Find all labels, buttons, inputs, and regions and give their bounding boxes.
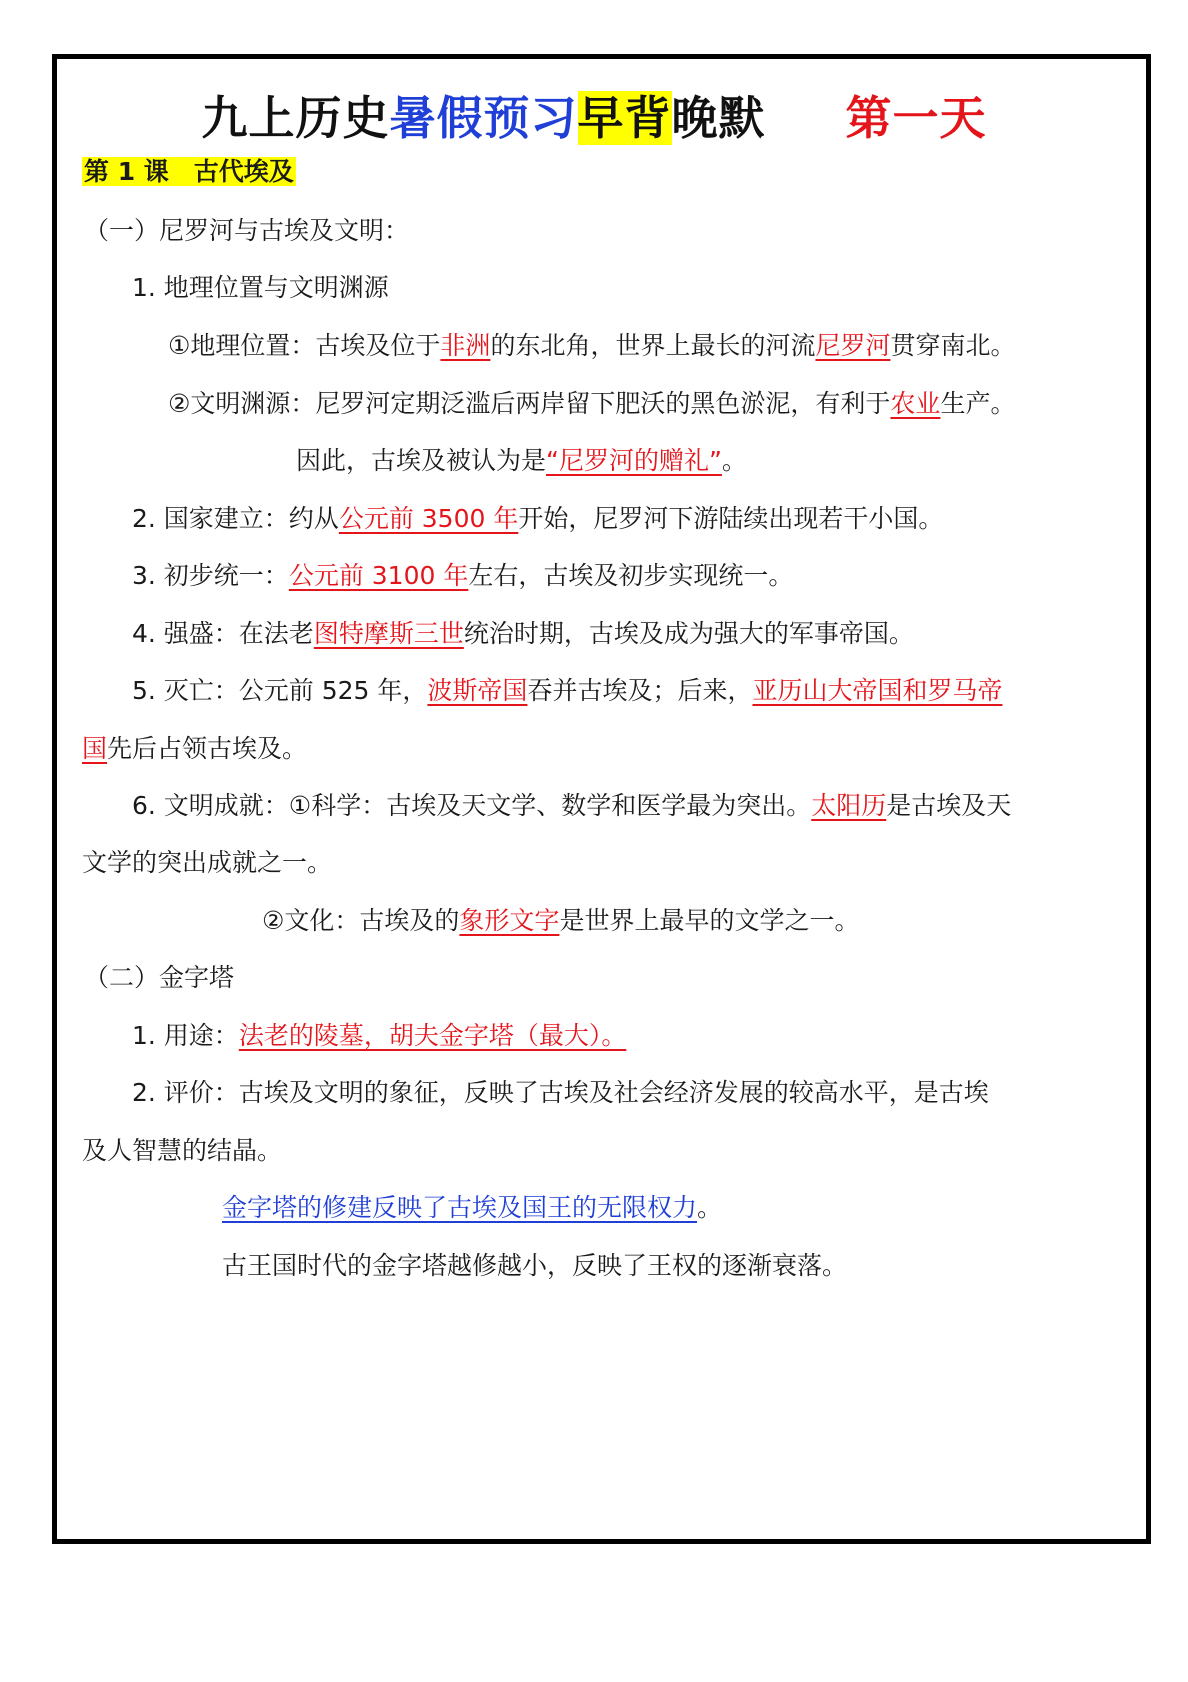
pyramid-use-text-a: 1. 用途： xyxy=(132,1021,239,1050)
gift-answer: “尼罗河的赠礼” xyxy=(546,446,722,475)
item2-text-a: 2. 国家建立：约从 xyxy=(132,504,339,533)
item2-answer-date: 公元前 3500 年 xyxy=(338,504,519,533)
item4-line xyxy=(132,614,914,654)
item6-line xyxy=(132,786,1011,826)
item4-text-c: 统治时期，古埃及成为强大的军事帝国。 xyxy=(463,619,914,648)
culture-text-a: ②文化：古埃及的 xyxy=(262,906,460,935)
title-day: 第一天 xyxy=(845,91,987,145)
pyramid-eval-line-cont: 及人智慧的结晶。 xyxy=(82,1136,283,1165)
culture-text-c: 是世界上最早的文学之一。 xyxy=(559,906,860,935)
origin-text-c: 生产。 xyxy=(940,389,1016,418)
pyramid-note-power xyxy=(222,1188,722,1228)
pyramid-note-power-period: 。 xyxy=(697,1193,723,1222)
item5-line xyxy=(132,671,1002,711)
item3-text-c: 左右，古埃及初步实现统一。 xyxy=(468,561,794,590)
geo-text-c: 的东北角，世界上最长的河流 xyxy=(490,331,816,360)
geo-answer-nile: 尼罗河 xyxy=(815,331,891,360)
geo-answer-africa: 非洲 xyxy=(440,331,491,360)
item6-answer-calendar: 太阳历 xyxy=(811,791,887,820)
origin-answer-agriculture: 农业 xyxy=(890,389,941,418)
pyramid-note-decline: 古王国时代的金字塔越修越小，反映了王权的逐渐衰落。 xyxy=(222,1251,848,1280)
gift-line xyxy=(296,441,747,481)
section1-heading: （一）尼罗河与古埃及文明： xyxy=(84,216,410,245)
item1-heading: 1. 地理位置与文明渊源 xyxy=(132,273,389,302)
pyramid-use-answer: 法老的陵墓，胡夫金字塔（最大）。 xyxy=(238,1021,627,1050)
title-part-preview: 暑假预习 xyxy=(389,91,578,145)
geo-location-line xyxy=(168,326,1015,366)
gift-text-c: 。 xyxy=(721,446,747,475)
pyramid-eval-line: 2. 评价：古埃及文明的象征，反映了古埃及社会经济发展的较高水平，是古埃 xyxy=(132,1078,989,1107)
culture-answer-hieroglyphs: 象形文字 xyxy=(459,906,560,935)
item5-text-a: 5. 灭亡：公元前 525 年， xyxy=(132,676,428,705)
geo-text-a: ①地理位置：古埃及位于 xyxy=(168,331,441,360)
gift-text-a: 因此，古埃及被认为是 xyxy=(296,446,547,475)
pyramid-use-line xyxy=(132,1016,626,1056)
origin-text-a: ②文明渊源：尼罗河定期泛滥后两岸留下肥沃的黑色淤泥，有利于 xyxy=(168,389,891,418)
item2-text-c: 开始，尼罗河下游陆续出现若干小国。 xyxy=(518,504,944,533)
title-part-evening: 晚默 xyxy=(671,91,766,145)
page-title xyxy=(0,83,1188,153)
item5-answer-persia: 波斯帝国 xyxy=(427,676,528,705)
lesson-heading-row xyxy=(82,152,296,192)
title-part-grade: 九上历史 xyxy=(201,91,390,145)
section2-heading: （二）金字塔 xyxy=(84,963,235,992)
item3-text-a: 3. 初步统一： xyxy=(132,561,289,590)
item5-answer-empires-cont: 国 xyxy=(82,734,108,763)
item5-text-f: 先后占领古埃及。 xyxy=(107,734,308,763)
item6-text-a: 6. 文明成就：①科学：古埃及天文学、数学和医学最为突出。 xyxy=(132,791,812,820)
origin-line xyxy=(168,384,1015,424)
geo-text-e: 贯穿南北。 xyxy=(890,331,1016,360)
item3-line xyxy=(132,556,793,596)
item3-answer-date: 公元前 3100 年 xyxy=(288,561,469,590)
item2-line xyxy=(132,499,943,539)
item6-text-c: 是古埃及天 xyxy=(886,791,1012,820)
item6-line-cont: 文学的突出成就之一。 xyxy=(82,848,333,877)
item5-text-c: 吞并古埃及；后来， xyxy=(527,676,753,705)
item4-text-a: 4. 强盛：在法老 xyxy=(132,619,314,648)
item4-answer-pharaoh: 图特摩斯三世 xyxy=(313,619,464,648)
title-part-morning: 早背 xyxy=(577,91,672,145)
item5-answer-empires: 亚历山大帝国和罗马帝 xyxy=(752,676,1003,705)
lesson-heading: 第 1 课 古代埃及 xyxy=(84,157,294,186)
culture-line xyxy=(262,901,859,941)
item5-line-cont xyxy=(82,729,307,769)
pyramid-note-power-text: 金字塔的修建反映了古埃及国王的无限权力 xyxy=(222,1193,698,1222)
